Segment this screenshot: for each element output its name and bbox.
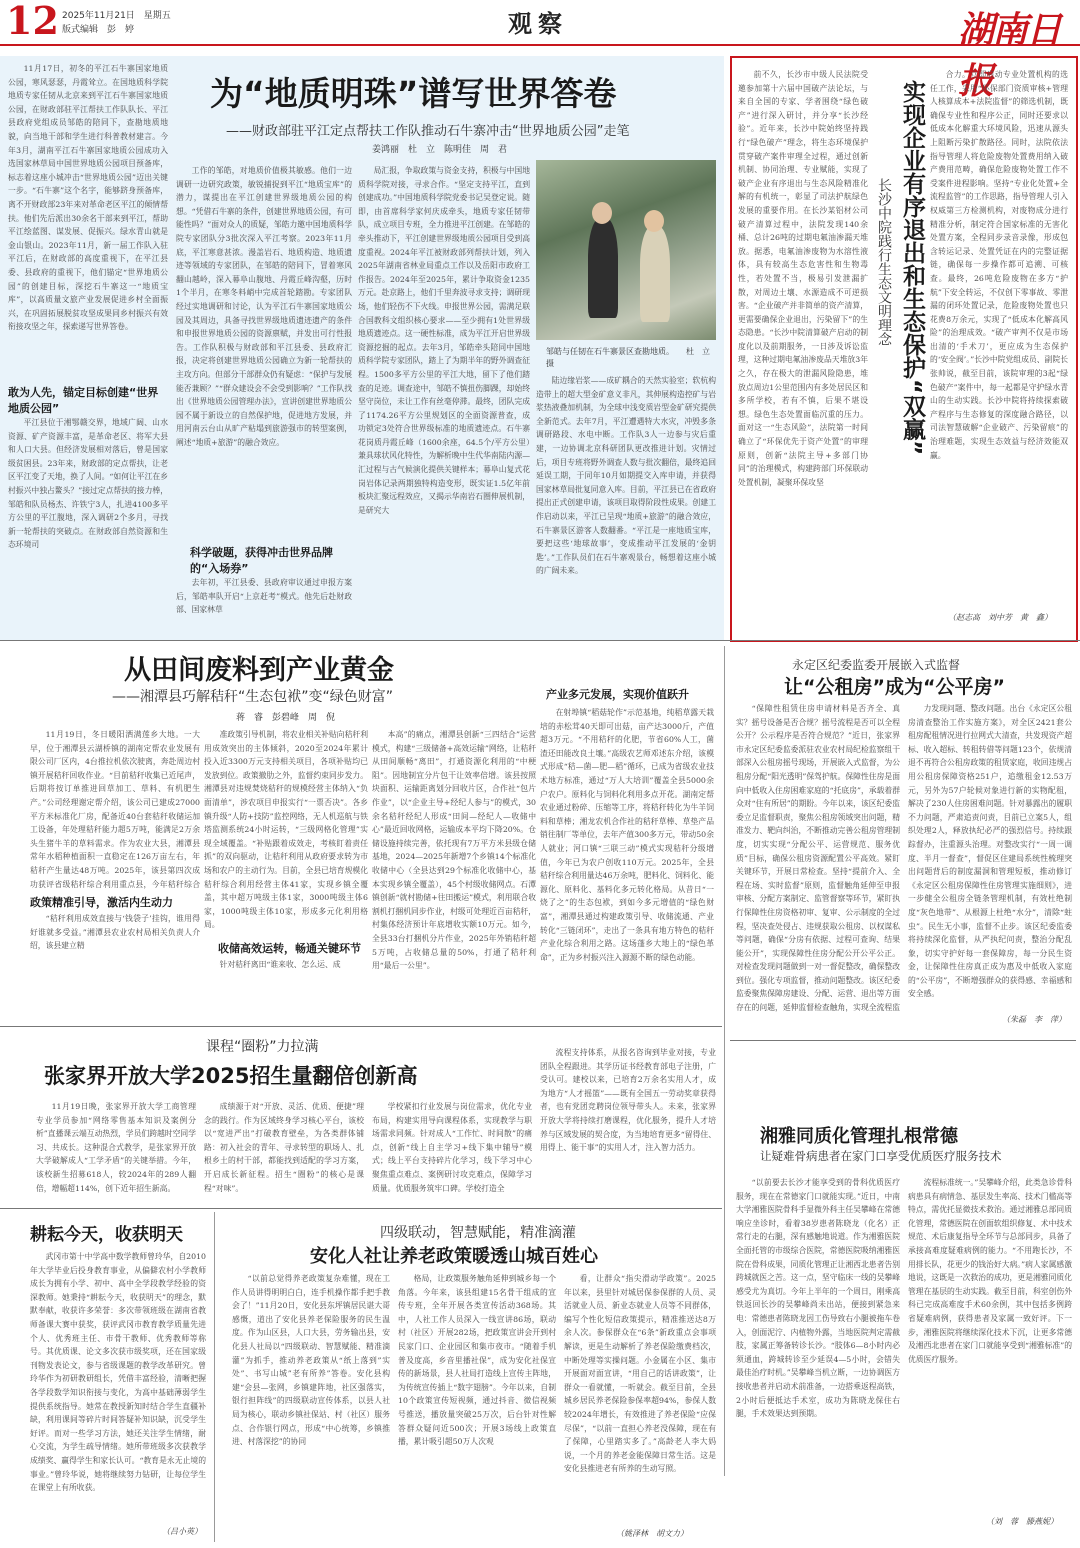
article-subtitle: ——财政部驻平江定点帮扶工作队推动石牛寨冲击“世界地质公园”走笔 <box>226 124 630 139</box>
article-author: （朱磊 李 萍） <box>1002 1015 1066 1024</box>
text-column: 力发现问题、整改问题。出台《永定区公租房清查整治工作实施方案》，对全区2421套公租房配租情况进行拉网式大清查，共发现资产超标、收入超标、转租转借等问题123个，依规清退不再符合公租房政策的租赁家庭，收回违规占用公租房保障资格251户，追缴租金12.53万元，另外为57户轮候对象进行新的实物配租，解决了230人住房困难问题。针对暴露出的履职不力问题，严肃追责问责，目前已立案5人，组织处理2人，释放执纪必严的强烈信号。持续跟踪督办，注重源头治理。对整改实行“一周一调度、半月一督查”，督促区住建局系统性梳理突出问题背后的制度漏洞和管理短板，推动修订《永定区公租房保障性住房管理实施细则》，进一步健全公租房全链条管理机制，有效杜绝制度“灰色地带”、从根源上杜绝“水分”，清除“蛀虫”。民生无小事，监督不止步。该区纪委监委将持续深化监督，从严执纪问责，整治分配乱象，切实守护好每一套保障房，每一分民生资金，让保障性住房真正成为惠及中低收入家庭的“公平房”，不断增强群众的获得感、幸福感和安全感。 <box>908 704 1072 999</box>
photo-geopark-inspection <box>536 160 716 340</box>
article-title: 湘雅同质化管理扎根常德 <box>760 1126 958 1147</box>
article-author: （刘 蓉 滕燕妮） <box>986 1517 1058 1526</box>
text-column: 工作的邹皓，对地质价值极其敏感。他们一边调研一边研究政策，敏锐捕捉到平江“地质宝库”的潜力，谋提出在平江创建世界级地质公园的构想。“凭借石牛寨的条件，创建世界地质公园，有可能性吗？”面对众人的质疑，邹皓力邀中国地质科学院专家团队分3批次深入平江考察。2023年11月底，平江寒意甚浓。漫盖岩石、地质构造、地质遗迹等领域的专家团队，在邹皓的陪同下，冒着寒风翻山越岭，深入幕阜山腹地、丹霞丘峰沟壑，历时1个半月，在寒冬料峭中完成首轮踏勘。专家团队经过实地调研和讨论，认为平江石牛寨国家地质公园及其周边，具备寻找世界级地质遗迹遗产的条件和申报世界地质公园的资源禀赋，并发出可行性报告。工作队积极与财政部和平江县委、县政府汇报，决定将创建世界地质公园确立为新一轮帮扶的主攻方向。但部分干部群众仍有疑虑：“保护与发展能否兼顾？”“群众建设会不会受到影响？”工作队找出《世界地质公园管理办法》，宣讲创建世界地质公园不属于新设立的自然保护地，促进地方发展，并用河南云台山从旷产粘塌到旅游强市的转型案例，阐述“地质+旅游”的融合效应。 <box>176 166 352 447</box>
article-author: （吕小英） <box>162 1527 202 1536</box>
text-column: 针对秸秆离田“谁来收、怎么运、成 <box>219 960 341 969</box>
masthead-logo: 湖南日报 <box>958 9 1061 102</box>
text-column: 武冈市第十中学高中数学教师曾玲华，自2010年大学毕业后投身教育事业，从偏僻农村小学教师成长为拥有小学、初中、高中全学段教学经验的资深教师。她秉持“耕耘今天，收获明天”的理念，默默奉献，收获许多荣誉：多次带领班级在湖南省教师备课大赛中获奖，获评武冈市教育教学质量先进个人、优秀班主任、市骨干教师、优秀教师等称号。其优质课、论文多次获市级奖项，还在国家级刊物发表论文，参与省级课题的教学改革研究。曾玲华作为初研教研组长，凭借丰富经验，清晰把握各学段数学知识衔接与变化，为高中基础薄弱学生提供系统指导。她常在教授新知时结合学生直疆补缺，利用课间等碎片时间答疑补知识缺，沉受学生好评。而对一些学习方法，她还关注学生情绪，耐心交流，为学生疏导情绪。她所带班级多次获教学成绩奖、赢得学生和家长认可。“教育是永无止境的事业。”曾玲华说，她将继续努力钻研，让每位学生在课堂上有所收获。 <box>30 1252 206 1493</box>
article-title: 安化人社让养老政策暖透山城百姓心 <box>310 1246 598 1267</box>
article-teacher <box>0 1210 212 1544</box>
issue-date: 2025年11月21日 星期五 <box>62 11 171 21</box>
text-column: 本高”的痛点，湘潭县创新“三四结合”运营模式，构建“三级储备+高效运输”网络，让秸秆从田间顺畅“离田”，打通资源化利用的“中梗阻”。因地制宜分片包干让效率倍增。该县按照块面积、运输距离划分回收片区，合作社“包片作业”，以“企业主导+经纪人参与”的模式，30余名秸秆经纪人形成“田间—经纪人—收储中心”最近回收网格，运输成本平均下降20%。仓储设施持续完善，依托现有7万平方米县级仓储基地，2024—2025年新增7个乡镇14个标准化收储中心（全县达到29个标准化收储中心，基本实现乡镇全覆盖），45个村级收储网点。石潭镇创新“就村勘储+往田搬运”模式，利用联合收割机打捆机同步作业，村级可处理近百亩秸秆，村集体经济预计年底增收实额10万元。如今，全县33台打捆机分片作业，2025年外销秸秆超5万吨，占收储总量的50%，打通了秸秆利用“最后一公里”。 <box>372 730 536 971</box>
text-column: 流程标准统一。”吴攀峰介绍，此类急诊骨科病患具有病情急、基层发生率高、技术门槛高等特点，需优托显微技术救治。通过湘雅总部同质化管理，常德医院在创面软组织修复、术中技术规范、术后康复指导全环节与总部同步，具备了承接高难度疑难病例的能力。“不用跑长沙，不用排长队，花更少的钱治好大病。”病人家属感激地说，这既是一次救治的成功，更是湘雅同质化管理在基层的生动实践。截至目前，科室创伤外科已完成高难度手术60余例，其中包括多例跨省疑难病例，获得患者及家属一致好评。下一步，湘雅医院将继续深化技术下沉，让更多常德及湘西北患者在家门口就能享受到“湘雅标准”的优质医疗服务。 <box>908 1178 1072 1364</box>
text-column: 格局，让政策服务触角延伸到城乡每一个角落。今年来，该县组建15名骨干组成的宣传专班，全年开展各类宣传活动368场。其中，人社工作人员深入一线宣讲86场，联动村（社区）开展282场，把政策宣讲会开到村民家门口、企业园区和集市夜市。“随着手机普及度高，乡音里播社保”，成为安化社保宣传的新场景，县人社局打造线上宣传主阵地，为传统宣传插上“数字翅膀”。今年以来，自制10个政策宣传短视频，通过抖音、微信视频号推送，播放量突破25万次，后台针对性解答群众疑问近500次；开展3场线上政策直播，累计吸引超50万人次观 <box>398 1274 556 1447</box>
text-column: 看，让群众“指尖滑动学政策”。2025年以来，县里针对城居保参保群的人员、灵活就业人员、新业态就业人员等不同群体，编写个性化短信政策提示，精准推送达8万余人次。参保群众在“6条”新政重点会事项解读，更是生动解析了养老保险缴费档次，中断处理等实操问题。小金属在小区、集市开展面对面宣讲，“用自己的话讲政策”，让群众一看就懂，一听就会。截至目前，全县城乡居民养老保险参保率超94%，参保人数较2024年增长，有效推进了养老保险“应保尽保”，“以前一直担心养老没保障，现在有了保障，心里踏实多了。”高龄老人李大妈说，一个月的养老金能保障日常生活。这是安化县推进老有所养的生动写照。 <box>564 1274 716 1474</box>
article-public-housing <box>730 654 1076 1036</box>
text-column: 局汇报，争取政策与资金支持，积极与中国地质科学院对接，寻求合作。“坚定支持平江，直到创建成功。”中国地质科学院党委书记吴登定说。随即，由首席科学家何庆成牵头，地质专家任韧带队，成立项目专班，全力推进平江创建。在邹皓的牵头推动下，平江创建世界级地质公园项目受到高度重视。2024年平江被财政部列帮扶计划，列入2025年湖南省林业局重点工作以及岳阳市政府工作报告。2024年至2025年，累计争取资金1235万元。赴京路上，他们千里奔波寻求支持；调研现场，他们轻伤不下火线。申报世界公园，需满足联合国教科文组织核心要求——至少拥有1处世界级地质遗迹点。这一硬性标准，成为平江开启世界级资源挖掘的起点。去年3月，邹皓牵头陪同中国地质科学院专家团队，踏上了为期半年的野外调查征程。1500多平方公里的平江大地，留下了他们踏查的足迹。调查途中，邹皓不慎扭伤脚踝，却始终坚守岗位，未让工作有丝毫停滞。最终，团队完成了1174.26平方公里规划区的全面资源普查，成功锁定3处符合世界级标准的地质遗迹点。石牛寨花岗质丹霞丘峰（1600余座，64.5个/平方公里）兼具球状风化特性，为解析晚中生代华南陆内源—汇过程与古气候演化提供关键样本；幕阜山复式花岗岩体记录两期独特构造变形，既实证1.5亿年前板块汇聚远程效应，又揭示华南岩石圈伸展机制，是研究大 <box>358 166 530 515</box>
article-kicker: 四级联动，智慧赋能，精准滴灌 <box>380 1225 576 1241</box>
text-column: “保障性租赁住房申请材料是否齐全、真实？摇号设备是否合规？摇号流程是否可以全程公开？公示程序是否符合规范？”近日，张家界市永定区纪委监委派驻农业农村局纪检监察组干部深入公租房摇号现场，开展嵌入式监督，为公租房分配“阳光透明”保驾护航。保障性住房是面向中低收入住房困难家庭的“托底房”，承载着群众对“住有所居”的期盼。今年以来，该区纪委监委立足监督职责，聚焦公租房领域突出问题，精准发力、靶向纠治，不断推动完善公租房管理制度，切实实现“分配公平、运营规范、服务优质”目标，确保公租房资源配置公平高效。紧盯关键环节，开展日常检查。坚持“提前介入、全程在场、实时监督”原则，监督触角延伸至申报审核、分配方案制定、监管督察等环节，紧盯执行保障性住房资格初审、复审、公示制度的全过程，坚决查处侵占、违规获取公租房、以权谋私等问题，确保“分房有依据、过程可查询、结果能公开”，实现保障性住房分配公开公平公正。对检查发现问题做到一对一督促整改，确保整改到位。强化专项监督，推动问题整改。该区纪委监委聚焦保障房建设、分配、运营、退出等方面存在的问题，延伸监督检查触角，实现全流程监 <box>736 704 900 1013</box>
text-column: 学校紧扣行业发展与岗位需求，优化专业布局，构建实用导向课程体系，实现教学与职场需求同频。针对成人“工作忙、时间散”的痛点，创新“线上自主学习+线下集中辅导”模式；线上平台支持碎片化学习，线下学习中心聚焦重点难点、案例研讨攻克难点，保障学习质量。优质服务筑牢口碑。学校打造全 <box>372 1102 532 1193</box>
article-subtitle: ——湘潭县巧解秸秆“生态包袱”变“绿色财富” <box>112 689 394 705</box>
page-number: 12 <box>6 0 59 43</box>
text-column: “秸秆利用成效直接与‘钱袋子’挂钩，谁用得好谁就多受益。”湘潭县农业农村局相关负责人介绍，该县建立精 <box>30 914 200 951</box>
article-open-university <box>0 1028 720 1206</box>
divider <box>724 646 725 1476</box>
article-xiangya <box>730 1118 1076 1540</box>
text-column: 合力。立即启动专业处置机构的选任工作，采用“环保部门资质审核+管理人核算成本+法院监督”的筛选机制，既确保专业性和程序公正，同时还要求以低成本化解重大环境风险，迅速从源头上阻断污染扩散路径。同时，法院依法指导管理人将危险废物处置费用纳入破产费用范畴，确保危险废物处置工作不受案件进程影响。坚持“专业化处置+全流程监管”的工作思路，指导管理人引入权威第三方检测机构，对废物成分进行精准分析，制定符合国家标准的无害化处置方案，全程同步录音录像，形成包含转运记录、处置凭证在内的完整证据链，确保每一步操作都可追溯、可核查。最终，26吨危险废物在多方“护航”下安全转运，不仅创下零事故、零泄漏的闭环处置记录，危险废物处置也只花费8万余元，实现了“低成本化解高风险”的治理成效。“破产审判不仅是市场出清的‘手术刀’，更应成为生态保护的‘安全阀’。”长沙中院党组成员、副院长张帅说，截至目前，该院审理的3起“绿色破产”案件中，每一起都是守护绿水青山的生动实践。长沙中院将持续探索破产程序与生态修复的深度融合路径，以司法智慧破解“企业破产、污染留痕”的治理难题，实现生态效益与经济效能双赢。 <box>930 70 1068 460</box>
section-heading: 收储高效运转，畅通关键环节 <box>218 942 361 955</box>
text-column: 去年初，平江县委、县政府审议通过申报方案后，邹皓率队开启“上京赶考”模式。他先后赴财政部、国家林草 <box>176 578 352 615</box>
article-byline: 蒋 睿 彭碧峰 周 倪 <box>236 713 336 723</box>
layout-editor: 版式编辑 彭 婷 <box>62 25 135 35</box>
text-column: 陆边缘岩浆——成矿耦合的天然实验室；软杭构造带上的超大型金矿意义非凡，其伸展构造控矿与岩浆热液叠加机制，为全球中浅变质岩型金矿研究提供全新范式。去年7月，平江遭遇特大水灾，冲毁多条调研路段、水电中断。工作队3人一边参与灾后重建，一边协调北京科研团队更改推进计划。灾情过后，项目专班将野外调查人数与批次翻倍，最终追回延误工期，于同年10月如期提交入库申请，并获得国家林草局批复同意入库。目前，平江县已在省政府提出正式创建申请，该项目取得阶段性成果。创建工作启动以来，平江已呈现“地质+旅游”的融合效应，石牛寨景区游客人数翻番。“平江是一座地质宝库，要把这些‘地球故事’，变成推动平江发展的‘金钥匙’。”工作队员们在石牛寨观景台，畅想着这座小城的广阔未来。 <box>536 376 716 576</box>
article-subtitle: 长沙中院践行生态文明理念 <box>876 178 892 346</box>
article-author: （赵志高 刘中芳 黄 鑫） <box>948 613 1052 622</box>
article-byline: 姜鸿丽 杜 立 陈明佳 周 君 <box>372 145 508 155</box>
article-title: 张家界开放大学2025招生量翻倍创新高 <box>44 1064 418 1088</box>
text-column: 11月19日晚，张家界开放大学工商管理专业学员参加“网络零售基本知识及案例分析”直播课云端互动热烈，学员们跨越时空同学习、共成长。这种混合式教学，是张家界开放大学破解成人“工学矛盾”的关键举措。今年，该校新生招募618人，较2024年的289人翻倍，增幅超114%，创下近年招生新高。 <box>36 1102 196 1193</box>
article-title: 让“公租房”成为“公平房” <box>784 676 1005 698</box>
divider <box>0 1208 722 1209</box>
photo-caption: 邹皓与任韧在石牛寨景区查勘地质。 杜 立 摄 <box>546 347 718 368</box>
article-geopark <box>0 56 724 640</box>
text-column: 平江县位于湘鄂赣交界，地域广阔、山水资源、矿产资源丰富，是革命老区、将军大县和人口大县。但经济发展相对落后，曾是国家级贫困县。23年来，财政部的定点帮扶，让老区平江变了天地，换了人间。“如何让平江在乡村振兴中独占鳌头？”接过定点帮扶的接力棒，邹皓和队员杨杰、许铁宁3人，扎进4100多平方公里的平江腹地，深入调研2个多月，寻找新一轮帮扶的突破点。在财政部自然资源和生态环境司 <box>8 418 168 550</box>
section-title: 观察 <box>508 9 568 38</box>
article-title: 从田间废料到产业黄金 <box>124 655 394 686</box>
text-column: 在射埠镇“稻菇轮作”示范基地，纯稻草露天栽培的赤松茸40天即可出菇，亩产达3000斤，产值超3万元。“不用秸秆的化肥，节省60%人工，菌渣还田能改良土壤。”高级农艺师邓述东介绍，该模式形成“秸—菌—肥—稻”循环，已成为省级农业技术地方标准，通过“万人大培训”覆盖全县5000余户农户。原料化与饲料化利用多点开花。湖南定帮农业通过粉碎、压缩等工序，将秸秆转化为牛羊饲料和草棒；湘龙农机合作社的秸秆草棒、草垫产品销往制厂等单位，去年产值300多万元，带动50余人就业；河口镇“三联三动”模式实现秸秆分级增值，今年已为农户创收110万元。2025年，全县秸秆综合利用量达46万余吨，肥料化、饲料化、能源化、原料化、基料化多元转化格局。从昔日“一烧了之”的生态包袱，到如今多元增值的“绿色财富”，湘潭县通过构建政策引导、收储流通、产业转化“三链闭环”，走出了一条具有地方特色的秸秆产业化综合利用之路。这场蓬乡大地上的“绿色革命”，正为乡村振兴注入源源不断的绿色动能。 <box>540 708 714 962</box>
divider <box>0 640 1080 641</box>
text-column: 流程支持体系，从报名咨询到毕业对接，专业团队全程跟进。其学历证书经教育部电子注册，广受认可。建校以来，已培育2万余名实用人才，成为地方“人才摇篮”——既有全国五一劳动奖章获得者，也有党团竞聘岗位领导带头人。未来，张家界开放大学将持续打磨课程，优化服务，提升人才培养与区域发展的契合度，为当地培育更多“留得住、用得上、能干事”的实用人才，注入智力活力。 <box>540 1048 716 1153</box>
text-column: “以前要去长沙才能享受到的骨科优质医疗服务，现在在常德家门口就能实现。”近日，中南大学湘雅医院骨科手显微外科主任吴攀峰在常德响应坐诊时，看着38岁患者陈晓龙（化名）正常行走的右腿，深有感触地说道。作为湘雅医院全面托管的市级综合医院，常德医院吸纳湘雅医院在骨科成果，同质化管理正让湘西北患者告别跨城就医之苦。这一点，坚守临床一线的吴攀峰感受尤为真切。今年上半年的一个周日，刚乘高铁返回长沙的吴攀峰尚未出站，便接到紧急来电：常德患者陈晓龙因工伤导致右小腿被拖车卷入，创面泥泞、内植物外露，当地医院判定需截肢，家属正筹备转诊长沙。“肢体6—8小时内必须通血，跨城转诊至少延误4—5小时，会错失最佳治疗时机。”吴攀峰当机立断，一边协调医方接收患者并启动术前准备，一边搭乘返程高铁，2小时后便抵达手术室，成功为陈晓龙保住右腿，手术效果达到预期。 <box>736 1178 900 1419</box>
section-heading: 科学破题，获得冲击世界品牌的“入场券” <box>190 546 333 575</box>
text-column: 准政策引导机制，将农业相关补贴向秸秆利用成效突出的主体倾斜，2020至2024年累计投入近3300万元支持相关项目，各项补贴均已发放到位。政策撤肋之外，监督约束同步发力。湘潭县对违规焚烧秸秆的规模经营主体纳入“负面清单”，涉农项目申报实行“一票否决”。各乡镇升级“人防+技防”监控网络，无人机巡航与铁塔监测系统24小时运转，“三级网格化管理”实现全域覆盖。“补贴跟着成效走，考核盯着责任抓”的双向驱动，让秸秆利用从政府要求转为市场和农户的主动行为。目前，全县已培育规模化秸秆综合利用经营主体41家，实现乡镇全覆盖，其中超万吨级主体1家，3000吨级主体6家，1000吨级主体10家，形成多元化利用格局。 <box>204 730 368 930</box>
article-author: （姚泽林 胡文力） <box>616 1529 688 1538</box>
article-anhua-pension <box>218 1210 722 1544</box>
article-straw <box>0 642 720 1022</box>
article-subtitle: 让疑难骨病患者在家门口享受优质医疗服务技术 <box>760 1149 1002 1163</box>
divider <box>0 1026 722 1027</box>
section-heading: 产业多元发展，实现价值跃升 <box>546 688 689 701</box>
article-green-bankruptcy <box>730 56 1078 642</box>
text-column: 成绩源于对“开放、灵活、优质、便捷”理念的践行。作为区域终身学习核心平台，该校以“宽进严出”打破教育壁垒，为各类群体铺路：初入社会的青年、寻求转型的职场人、扎根乡土的村干部，都能找到适配的学习方案，开启成长新征程。招生“圈粉”的核心是课程“对味”。 <box>204 1102 364 1193</box>
text-column: 11月19日，冬日暖阳洒满莲乡大地。一大早，位于湘潭县云湖桥镇的湖南定帮农业发展有限公司厂区内，4台推拉机依次驶离，奔赴周边村镇开展秸秆回收作业。“目前秸秆收集已近尾声，后期将按订单推进回草加工、草料、有机肥生产。”公司经理谢定帮介绍，该公司已建成27000平方米标准化厂房，配备近40台套秸秆收储运加工设备，年处理秸秆能力超5万吨，能满足2万余头生猪牛羊的草料需求。作为农业大县，湘潭县常年水稻种植面积一直稳定在126万亩左右，年秸秆产生量达48万吨。2025年，该县第四次成功获评省级秸秆综合利用重点县，今年秸秆综合 <box>30 730 200 889</box>
text-column: 11月17日，初冬的平江石牛寨国家地质公园，寒风瑟瑟，丹霞耸立。在国地质科学院地质专家任韧从北京来到平江石牛寨国家地质公园，在财政部驻平江帮扶工作队队长、平江县政府党组成员邹皓的陪同下，查勘地质地貌，向当地干部和学生进行科普教材建言。今年3月，湖南平江石牛寨国家地质公园成功入选国家林草局中国世界地质公园项目预备库，标志着这座小城冲击“世界地质公园”迈出关键一步。“石牛寨”这个名字，能够跻身预备库，离不开财政部23年来对革命老区平江的倾情帮扶。他们先后派出30余名干部来到平江，帮助平江绘蓝图、谋发展、促振兴。绿水青山就是金山银山。2023年11月，新一届工作队入驻平江后，在财政部的高度重视下，在平江县委、县政府的重视下，他们锚定“世界地质公园”的创建目标，深挖石牛寨这一“地质宝库”，以高质量文旅产业发展促进乡村全面振兴，在巩固拓展脱贫攻坚成果同乡村振兴有效衔接攻坚之年，探索递写世界答卷。 <box>8 64 168 332</box>
divider <box>214 1212 215 1542</box>
article-title: 实现企业有序退出和生态保护“双赢” <box>899 80 925 456</box>
text-column: “以前总觉得养老政策复杂难懂，现在工作人员讲得明明白白，连手机操作都手把手教会了！”11月20日，安化县东坪镇居民谌大哥感慨，道出了安化县养老保险服务的民生温度。作为山区县，人口大县，劳务输出县，安化县人社局以“四级联动、智慧赋能、精准滴灌”为抓手，推动养老政策从“纸上落到”实处”、书写山城”老有所养”答卷。安化县构建“会县—张网，乡镇建阵地，社区强落实，银行担阵线”的四级联动宣传体系，以县人社局为核心，联动乡镇社保站、村（社区）服务点、合作银行网点，形成“中心统筹，乡镇推进、村落深挖”的协同 <box>232 1274 390 1447</box>
article-title: 为“地质明珠”谱写世界答卷 <box>210 74 617 113</box>
article-title: 耕耘今天，收获明天 <box>30 1225 183 1245</box>
article-kicker: 课程“圈粉”力拉满 <box>206 1039 319 1055</box>
divider <box>730 1040 1076 1041</box>
text-column: 前不久，长沙市中级人民法院受邀参加第十六届中国破产法论坛，与来自全国的专家、学者围绕“绿色破产”进行深入研讨，并分享“长沙经验”。近年来，长沙中院始终坚持践行“绿色破产”理念，将生态环境保护贯穿破产案件审理全过程，通过创新机制、协同治理、专业赋能，实现了破产企业有序退出与生态风险精准化解的有机统一，彰显了司法护航绿色发展的重要作用。在长沙某铝材公司破产清算过程中，法院发现140余桶、总计26吨的过期电氟油渗漏天堆放。据悉，电氟油渗废物为水溶性液体，具有较高生态危害性和生物毒性，若处置不当，极易引发泄漏扩散，对周边土壤、水源造成不可逆损害。“企业破产并非简单的资产清算，更需要确保企业退出，污染留下”的生态隐患。“长沙中院清算破产启动的制度化以及前期服务，一日涉及诉讼监理，这种过期电氟油渗废品天堆放3年之久，存在极大的泄漏风险隐患，堆放点周边1公里范围内有多处居民区和多所学校，若有不慎，后果不堪设想。绿色生态处置面临沉重的压力。面对这一“生态风险”，法院第一时间确立了“环保优先于资产处置”的审理原则，创新“法院主导+多部门协同”的治理模式，构建跨部门环保联动处置机制，凝聚环保攻坚 <box>738 70 868 487</box>
section-heading: 敢为人先，锚定目标创建“世界地质公园” <box>8 386 159 415</box>
article-kicker: 永定区纪委监委开展嵌入式监督 <box>792 658 961 672</box>
section-heading: 政策精准引导，激活内生动力 <box>30 896 173 909</box>
